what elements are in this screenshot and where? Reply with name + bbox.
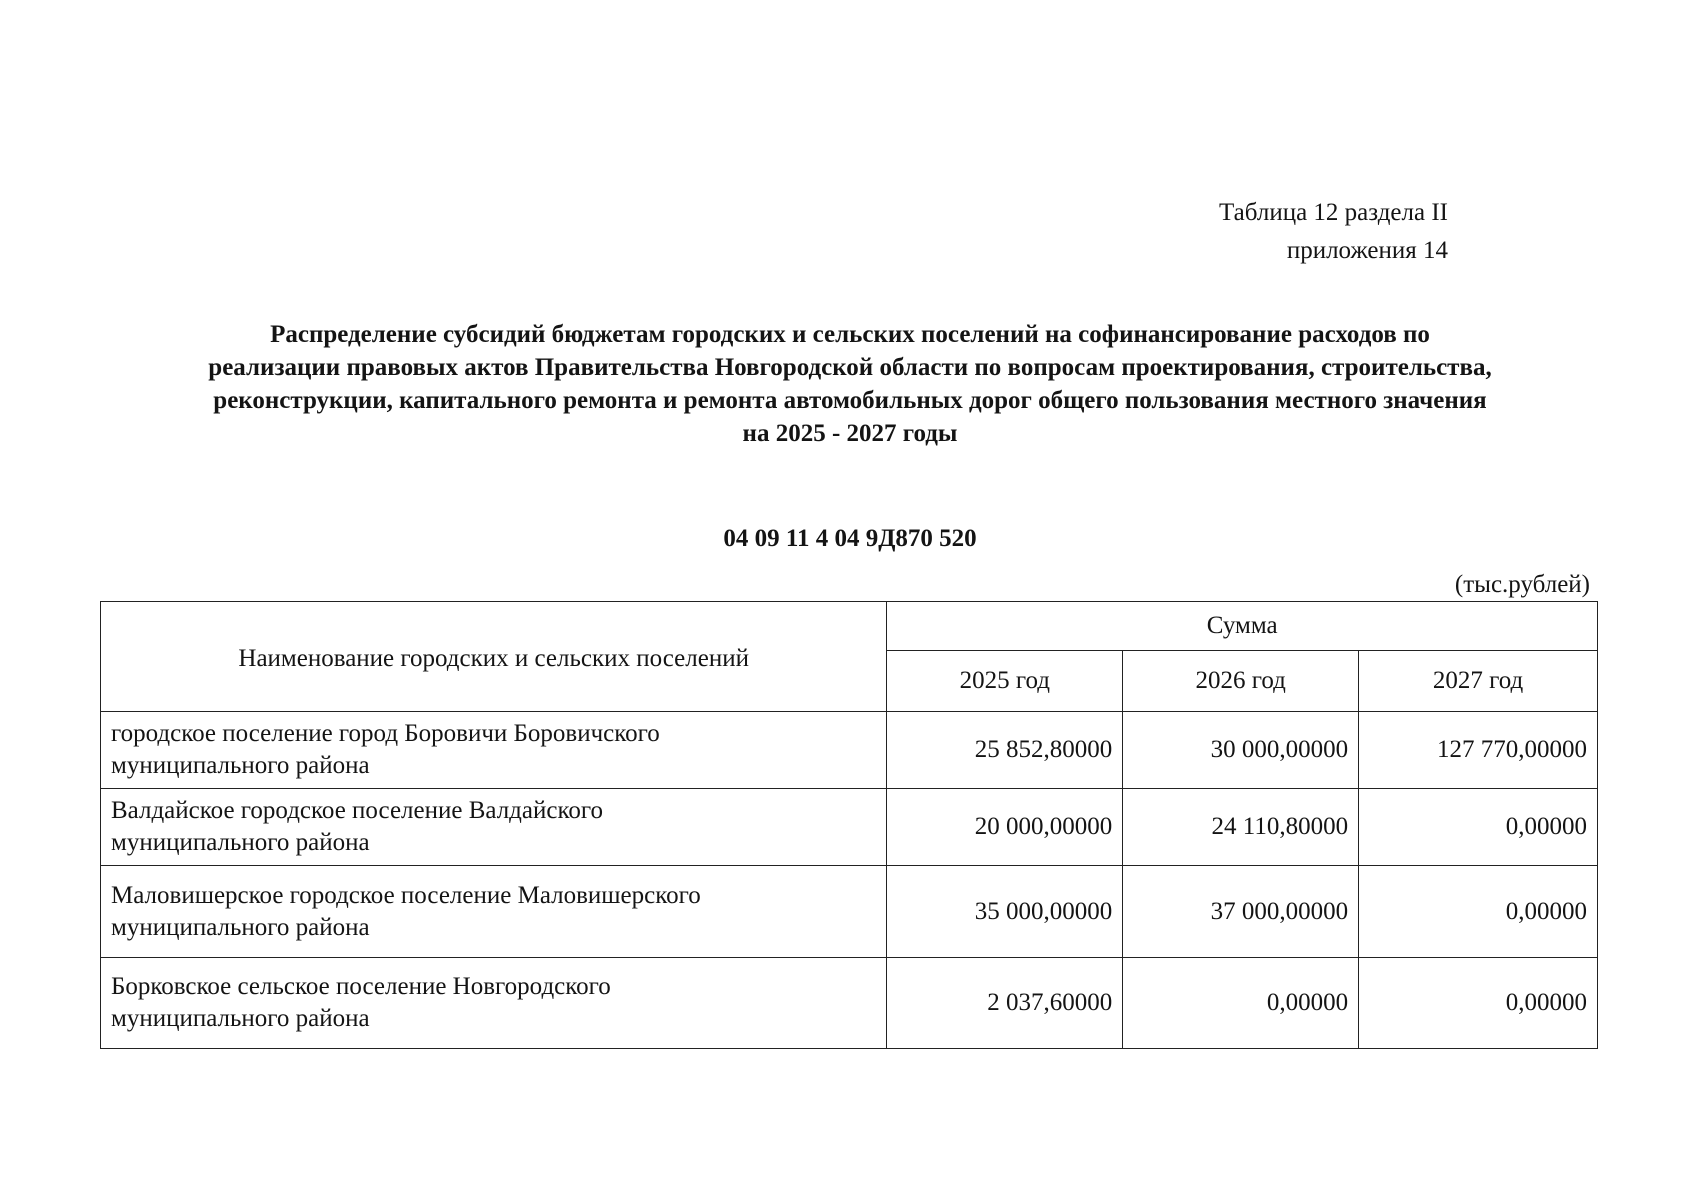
amount-2027: 127 770,00000	[1359, 712, 1598, 789]
settlement-name-line-1: Валдайское городское поселение Валдайского	[111, 797, 603, 824]
title-line-2: реализации правовых актов Правительства Новгородской области по вопросам проектирования, строительства,	[208, 354, 1492, 381]
settlement-name-line-2: муниципального района	[111, 752, 370, 779]
settlement-name-line-2: муниципального района	[111, 1005, 370, 1032]
reference-line-2: приложения 14	[1286, 237, 1448, 264]
header-row-sum	[101, 602, 1598, 651]
amount-2027: 0,00000	[1359, 866, 1598, 958]
settlement-name-line-1: Маловишерское городское поселение Маловишерского	[111, 881, 701, 909]
amount-2025: 35 000,00000	[887, 866, 1123, 958]
amount-2026: 30 000,00000	[1123, 712, 1359, 789]
amount-2025: 25 852,80000	[887, 712, 1123, 789]
settlement-name	[101, 712, 887, 789]
settlement-name	[101, 866, 887, 958]
amount-2025: 2 037,60000	[887, 958, 1123, 1049]
header-sum: Сумма	[887, 602, 1598, 651]
amount-2027: 0,00000	[1359, 958, 1598, 1049]
budget-classification-code: 04 09 11 4 04 9Д870 520	[723, 525, 977, 552]
table-reference	[1219, 194, 1448, 270]
table-row	[101, 712, 1598, 789]
header-year-2026: 2026 год	[1123, 651, 1359, 712]
settlement-name-line-2: муниципального района	[111, 829, 370, 856]
units-label: (тыс.рублей)	[1454, 571, 1590, 598]
settlement-name-line-2: муниципального района	[111, 913, 370, 941]
amount-2027: 0,00000	[1359, 789, 1598, 866]
subsidy-table	[100, 601, 1598, 1049]
amount-2026: 37 000,00000	[1123, 866, 1359, 958]
settlement-name-line-1: городское поселение город Боровичи Боровичского	[111, 720, 660, 747]
reference-line-1: Таблица 12 раздела II	[1219, 199, 1448, 226]
table-row	[101, 866, 1598, 958]
amount-2025: 20 000,00000	[887, 789, 1123, 866]
settlement-name	[101, 958, 887, 1049]
amount-2026: 24 110,80000	[1123, 789, 1359, 866]
title-line-3: реконструкции, капитального ремонта и ремонта автомобильных дорог общего пользования местного значения	[213, 387, 1487, 414]
header-year-2025: 2025 год	[887, 651, 1123, 712]
document-title	[100, 318, 1600, 450]
header-year-2027: 2027 год	[1359, 651, 1598, 712]
table-row	[101, 789, 1598, 866]
settlement-name-line-1: Борковское сельское поселение Новгородского	[111, 973, 611, 1000]
settlement-name	[101, 789, 887, 866]
amount-2026: 0,00000	[1123, 958, 1359, 1049]
title-line-4: на 2025 - 2027 годы	[742, 420, 958, 447]
header-settlement-name: Наименование городских и сельских поселений	[101, 602, 887, 712]
table-row	[101, 958, 1598, 1049]
title-line-1: Распределение субсидий бюджетам городских и сельских поселений на софинансирование расходов по	[270, 321, 1430, 348]
